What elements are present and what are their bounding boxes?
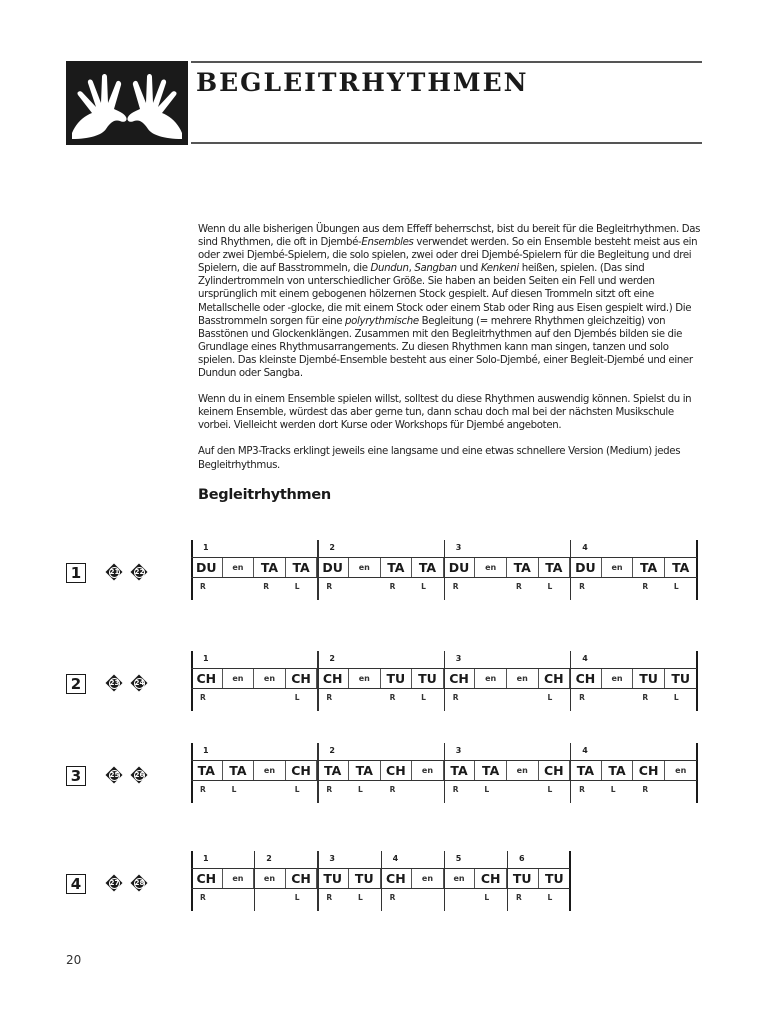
hand-label <box>223 580 255 594</box>
stroke-cell: CH <box>539 761 571 780</box>
hand-label: R <box>579 693 585 702</box>
hand-label <box>223 691 255 705</box>
beat-label: 1 <box>203 746 209 755</box>
beat-label: 2 <box>266 854 272 863</box>
stroke-cell: TU <box>317 869 349 888</box>
mp3-track-badge: 21 <box>106 564 123 581</box>
hand-label: R <box>389 893 396 902</box>
beat-label: 1 <box>203 654 209 663</box>
rhythm-number-box: 2 <box>66 674 86 694</box>
hand-label <box>254 691 286 705</box>
hand-label: R <box>642 785 649 794</box>
hand-label <box>507 783 539 797</box>
beat-label: 2 <box>329 654 335 663</box>
stroke-cell: en <box>602 669 634 688</box>
stroke-cell: DU <box>191 558 223 577</box>
stroke-cell: TA <box>602 761 634 780</box>
hand-label <box>223 891 255 905</box>
stroke-cell: TA <box>633 558 665 577</box>
hand-label <box>349 580 381 594</box>
stroke-cell: CH <box>191 869 223 888</box>
stroke-cell: en <box>444 869 476 888</box>
hand-label <box>507 691 539 705</box>
rhythm-number-box: 3 <box>66 766 86 786</box>
hand-label: L <box>421 693 426 702</box>
rhythm-number-box: 4 <box>66 874 86 894</box>
stroke-cell: TU <box>507 869 539 888</box>
stroke-row <box>191 557 697 578</box>
rhythm-number-box: 1 <box>66 563 86 583</box>
stroke-cell: en <box>254 869 286 888</box>
hand-label: R <box>515 582 522 591</box>
hand-label: L <box>484 785 490 794</box>
stroke-cell: en <box>507 669 539 688</box>
rhythm-row-3 <box>0 743 769 813</box>
stroke-cell: en <box>675 766 687 775</box>
hand-label: R <box>200 785 206 794</box>
mp3-track-badge: 27 <box>106 875 123 892</box>
stroke-cell: TA <box>570 761 602 780</box>
stroke-cell: DU <box>444 558 476 577</box>
stroke-cell: DU <box>570 558 602 577</box>
hand-label: L <box>357 893 363 902</box>
hand-label: R <box>579 582 585 591</box>
stroke-cell: en <box>254 669 286 688</box>
mp3-track-badge: 23 <box>106 675 123 692</box>
hand-label: L <box>421 582 426 591</box>
hand-label: R <box>263 582 269 591</box>
hand-label <box>412 783 444 797</box>
hand-label: L <box>547 893 553 902</box>
hand-label: R <box>515 893 522 902</box>
hand-label: R <box>579 785 585 794</box>
hand-row <box>191 783 697 797</box>
mp3-track-badge: 22 <box>131 564 148 581</box>
hand-label: R <box>389 582 396 591</box>
hand-label <box>412 891 444 905</box>
beat-label: 3 <box>329 854 335 863</box>
stroke-cell: TU <box>544 871 564 886</box>
hand-label: R <box>200 893 206 902</box>
hand-label: R <box>642 582 649 591</box>
hand-label <box>475 691 507 705</box>
hand-label: R <box>452 582 459 591</box>
stroke-cell: en <box>475 558 507 577</box>
stroke-cell: TU <box>671 671 691 686</box>
beat-label: 3 <box>455 746 462 755</box>
beat-label: 6 <box>519 854 525 863</box>
hand-label: L <box>673 693 679 702</box>
beat-label: 3 <box>455 654 462 663</box>
stroke-cell: TA <box>191 761 223 780</box>
stroke-cell: TA <box>317 761 349 780</box>
stroke-cell: en <box>507 761 539 780</box>
stroke-row <box>191 868 570 889</box>
stroke-cell: TA <box>349 761 381 780</box>
header-rule-bottom <box>191 142 702 144</box>
stroke-cell: en <box>223 669 255 688</box>
hand-label <box>665 783 697 797</box>
hand-label <box>254 891 286 905</box>
hand-label <box>444 891 476 905</box>
hand-label: R <box>326 785 333 794</box>
stroke-cell: en <box>475 669 507 688</box>
hand-label: L <box>357 785 363 794</box>
stroke-cell: TA <box>475 761 507 780</box>
stroke-cell: CH <box>570 669 602 688</box>
stroke-cell: CH <box>191 669 223 688</box>
section-heading: Begleitrhythmen <box>198 487 331 503</box>
hands-icon <box>66 61 188 145</box>
stroke-cell: CH <box>286 669 318 688</box>
beat-label: 1 <box>203 854 209 863</box>
stroke-cell: TA <box>381 558 413 577</box>
hand-label <box>254 783 286 797</box>
stroke-row <box>191 668 697 689</box>
stroke-cell: CH <box>444 669 476 688</box>
rhythm-row-4 <box>0 851 769 921</box>
hand-label: L <box>610 785 616 794</box>
stroke-cell: CH <box>633 761 665 780</box>
hand-label: L <box>294 785 300 794</box>
stroke-cell: TU <box>633 669 665 688</box>
beat-label: 2 <box>329 543 335 552</box>
mp3-track-badge: 24 <box>131 675 148 692</box>
stroke-cell: en <box>349 558 381 577</box>
beat-label: 5 <box>455 854 462 863</box>
stroke-cell: en <box>412 869 444 888</box>
hand-label: R <box>389 693 396 702</box>
hand-label: L <box>484 893 490 902</box>
hand-label: R <box>326 693 333 702</box>
stroke-cell: TU <box>412 669 444 688</box>
hand-row <box>191 891 570 905</box>
stroke-cell: CH <box>317 669 349 688</box>
stroke-cell: en <box>254 761 286 780</box>
rhythm-row-1 <box>0 540 769 610</box>
hand-label <box>349 691 381 705</box>
hand-label: R <box>326 893 333 902</box>
hand-label: L <box>547 582 553 591</box>
hand-label: L <box>294 893 300 902</box>
stroke-cell: TA <box>539 558 571 577</box>
stroke-cell: TA <box>254 558 286 577</box>
stroke-row <box>191 760 697 781</box>
mp3-track-badge: 26 <box>131 767 148 784</box>
hand-row <box>191 580 697 594</box>
stroke-cell: CH <box>475 869 507 888</box>
rhythm-row-2 <box>0 651 769 721</box>
intro-paragraph: Auf den MP3-Tracks erklingt jeweils eine langsame und eine etwas schnellere Version (Medium) jedes Begleitrhythmus. <box>198 446 681 471</box>
stroke-cell: CH <box>286 869 318 888</box>
mp3-track-badge: 25 <box>106 767 123 784</box>
hand-label: R <box>452 693 459 702</box>
hand-label: L <box>547 785 553 794</box>
beat-label: 4 <box>582 746 588 755</box>
intro-text <box>198 223 708 485</box>
hands-logo <box>66 61 188 145</box>
stroke-cell: TA <box>444 761 476 780</box>
hand-label: R <box>452 785 459 794</box>
intro-paragraph: Wenn du in einem Ensemble spielen willst, solltest du diese Rhythmen auswendig können. Spielst du in keinem Ensemble, würdest das aber gerne tun, dann schau doch mal bei der nächsten Musikschule vorbei. Vielleicht werden dort Kurse oder Workshops für Djembé angeboten. <box>198 394 692 432</box>
hand-label: L <box>547 693 553 702</box>
hand-label: R <box>326 582 333 591</box>
hand-row <box>191 691 697 705</box>
mp3-track-badge: 28 <box>131 875 148 892</box>
beat-label: 2 <box>329 746 335 755</box>
stroke-cell: CH <box>539 669 571 688</box>
intro-paragraph: Wenn du alle bisherigen Übungen aus dem Effeff beherrschst, bist du bereit für die Begleitrhythmen. Das sind Rhythmen, die oft in Djembé-Ensembles verwendet werden. So ein Ensemble besteht meist aus ein oder zwei Djembé-Spielern, die solo spielen, zwei oder drei Djembé-Spielern für die Begleitung und drei Spielern, die auf Basstrommeln, die Dundun, Sangban und Kenkeni heißen, spielen. (Das sind Zylindertrommeln von unterschiedlicher Größe. Sie haben an beiden Seiten ein Fell und werden ursprünglich mit einem gebogenen hölzernen Stock gespielt. Auf diesen Trommeln sitzt oft eine Metallschelle oder -glocke, die mit einem Stock oder einem Stab oder Ring aus Eisen gespielt wird.) Die Basstrommeln sorgen für eine polyrythmische Begleitung (= mehrere Rhythmen gleichzeitig) von Basstönen und Glockenklängen. Zusammen mit den Begleitrhythmen auf den Djembés bilden sie die Grundlage eines Rhythmusarrangements. Zu diesen Rhythmen kann man singen, tanzen und solo spielen. Das kleinste Djembé-Ensemble besteht aus einer Solo-Djembé, einer Begleit-Djembé und einer Dundun oder Sangba. <box>198 224 701 380</box>
stroke-cell: TU <box>381 669 413 688</box>
stroke-cell: en <box>349 669 381 688</box>
hand-label: L <box>231 785 237 794</box>
beat-label: 3 <box>455 543 462 552</box>
beat-label: 1 <box>203 543 209 552</box>
hand-label <box>602 580 634 594</box>
hand-label: R <box>200 582 206 591</box>
stroke-cell: CH <box>286 761 318 780</box>
stroke-cell: TU <box>349 869 381 888</box>
hand-label: L <box>294 693 300 702</box>
stroke-cell: CH <box>381 869 413 888</box>
beat-label: 4 <box>582 654 588 663</box>
stroke-cell: en <box>223 869 255 888</box>
hand-label: R <box>200 693 206 702</box>
hand-label: L <box>673 582 679 591</box>
beat-label: 4 <box>582 543 588 552</box>
page-number: 20 <box>66 953 82 967</box>
stroke-cell: en <box>602 558 634 577</box>
hand-label: R <box>389 785 396 794</box>
stroke-cell: TA <box>286 558 318 577</box>
stroke-cell: TA <box>412 558 444 577</box>
hand-label <box>602 691 634 705</box>
beat-label: 4 <box>392 854 399 863</box>
hand-label: L <box>294 582 300 591</box>
stroke-cell: en <box>223 558 255 577</box>
page-title: BEGLEITRHYTHMEN <box>196 68 529 97</box>
header-rule-top <box>191 61 702 63</box>
stroke-cell: TA <box>507 558 539 577</box>
stroke-cell: CH <box>381 761 413 780</box>
stroke-cell: DU <box>317 558 349 577</box>
hand-label: R <box>642 693 649 702</box>
stroke-cell: TA <box>672 560 690 575</box>
stroke-cell: en <box>412 761 444 780</box>
stroke-cell: TA <box>223 761 255 780</box>
hand-label <box>475 580 507 594</box>
